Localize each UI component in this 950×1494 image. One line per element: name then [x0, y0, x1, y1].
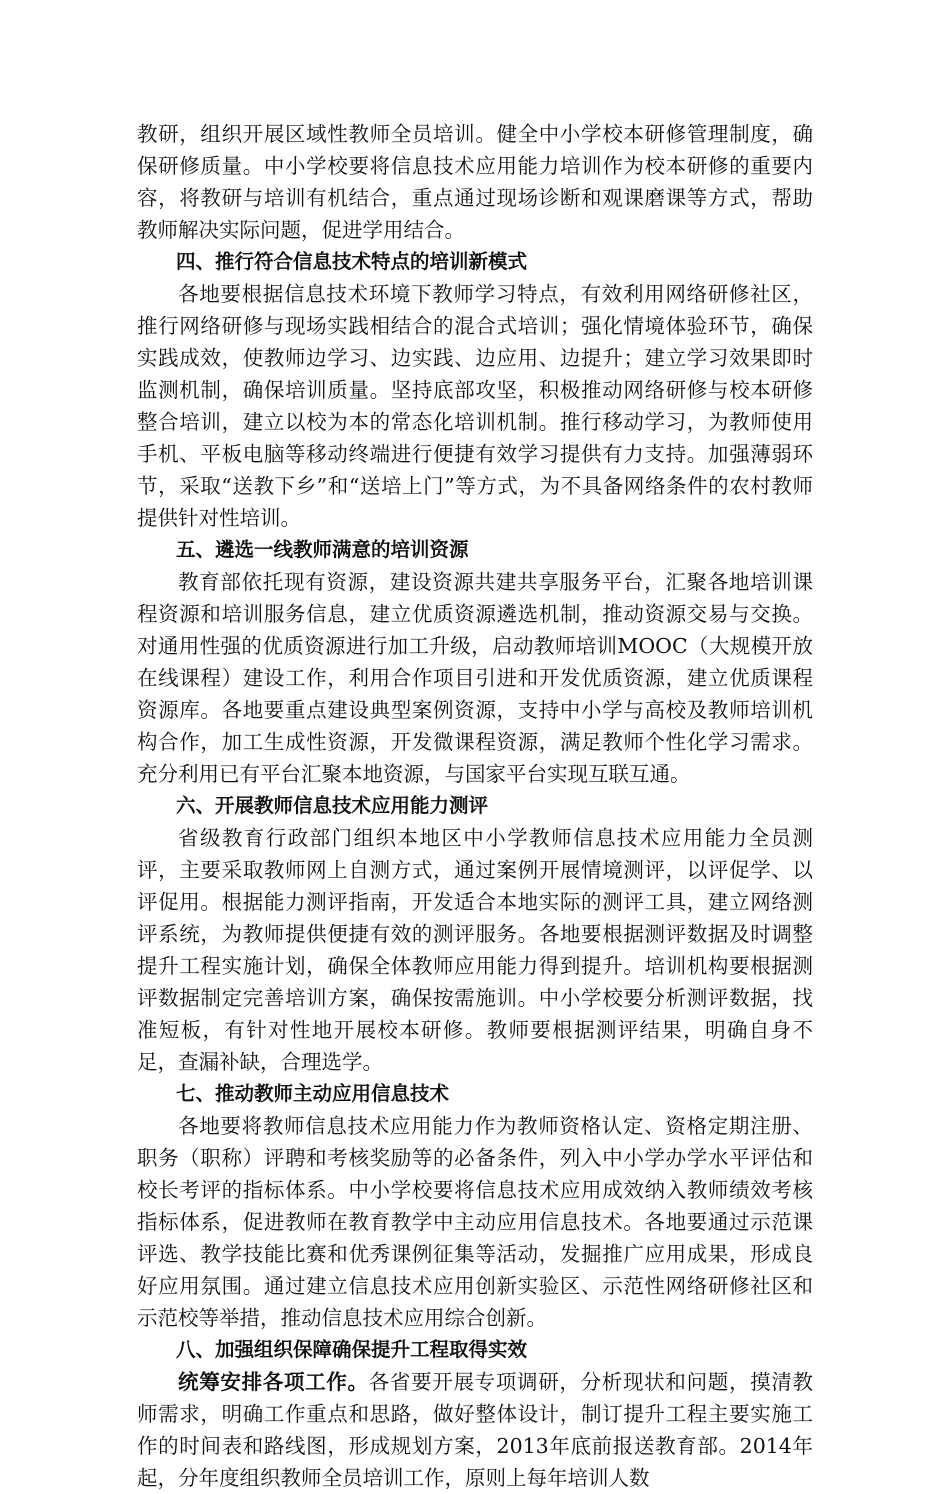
intro-paragraph: 教研，组织开展区域性教师全员培训。健全中小学校本研修管理制度，确保研修质量。中小学校要将信息技术应用能力培训作为校本研修的重要内容，将教研与培训有机结合，重点通过现场诊断和观课磨课等方式，帮助教师解决实际问题，促进学用结合。 — [137, 122, 813, 242]
section-heading-8: 八、加强组织保障确保提升工程取得实效 — [176, 1338, 528, 1361]
section-heading-6: 六、开展教师信息技术应用能力测评 — [176, 794, 489, 817]
section-body-4: 各地要根据信息技术环境下教师学习特点，有效利用网络研修社区，推行网络研修与现场实践相结合的混合式培训；强化情境体验环节，确保实践成效，使教师边学习、边实践、边应用、边提升；建立学习效果即时监测机制，确保培训质量。坚持底部攻坚，积极推动网络研修与校本研修整合培训，建立以校为本的常态化培训机制。推行移动学习，为教师使用手机、平板电脑等移动终端进行便捷有效学习提供有力支持。加强薄弱环节，采取“送教下乡”和“送培上门”等方式，为不具备网络条件的农村教师提供针对性培训。 — [137, 282, 813, 530]
section-body-7: 各地要将教师信息技术应用能力作为教师资格认定、资格定期注册、职务（职称）评聘和考核奖励等的必备条件，列入中小学办学水平评估和校长考评的指标体系。中小学校要将信息技术应用成效纳入教师绩效考核指标体系，促进教师在教育教学中主动应用信息技术。各地要通过示范课评选、教学技能比赛和优秀课例征集等活动，发掘推广应用成果，形成良好应用氛围。通过建立信息技术应用创新实验区、示范性网络研修社区和示范校等举措，推动信息技术应用综合创新。 — [137, 1114, 813, 1330]
section-lead-8: 统筹安排各项工作。 — [178, 1370, 369, 1394]
section-heading-7: 七、推动教师主动应用信息技术 — [176, 1082, 450, 1105]
section-body-8-text: 各省要开展专项调研，分析现状和问题，摸清教师需求，明确工作重点和思路，做好整体设计，制订提升工程主要实施工作的时间表和路线图，形成规划方案，2013年底前报送教育部。2014年起，分年度组织教师全员培训工作，原则上每年培训人数 — [137, 1370, 814, 1490]
section-body-5: 教育部依托现有资源，建设资源共建共享服务平台，汇聚各地培训课程资源和培训服务信息，建立优质资源遴选机制，推动资源交易与交换。对通用性强的优质资源进行加工升级，启动教师培训MOOC（大规模开放在线课程）建设工作，利用合作项目引进和开发优质资源，建立优质课程资源库。各地要重点建设典型案例资源，支持中小学与高校及教师培训机构合作，加工生成性资源，开发微课程资源，满足教师个性化学习需求。充分利用已有平台汇聚本地资源，与国家平台实现互联互通。 — [137, 570, 813, 786]
section-heading-4: 四、推行符合信息技术特点的培训新模式 — [176, 250, 528, 273]
document-body — [137, 118, 813, 1494]
section-body-8 — [137, 1366, 813, 1494]
section-heading-5: 五、遴选一线教师满意的培训资源 — [176, 538, 469, 561]
section-body-6: 省级教育行政部门组织本地区中小学教师信息技术应用能力全员测评，主要采取教师网上自测方式，通过案例开展情境测评，以评促学、以评促用。根据能力测评指南，开发适合本地实际的测评工具，建立网络测评系统，为教师提供便捷有效的测评服务。各地要根据测评数据及时调整提升工程实施计划，确保全体教师应用能力得到提升。培训机构要根据测评数据制定完善培训方案，确保按需施训。中小学校要分析测评数据，找准短板，有针对性地开展校本研修。教师要根据测评结果，明确自身不足，查漏补缺，合理选学。 — [137, 826, 813, 1074]
